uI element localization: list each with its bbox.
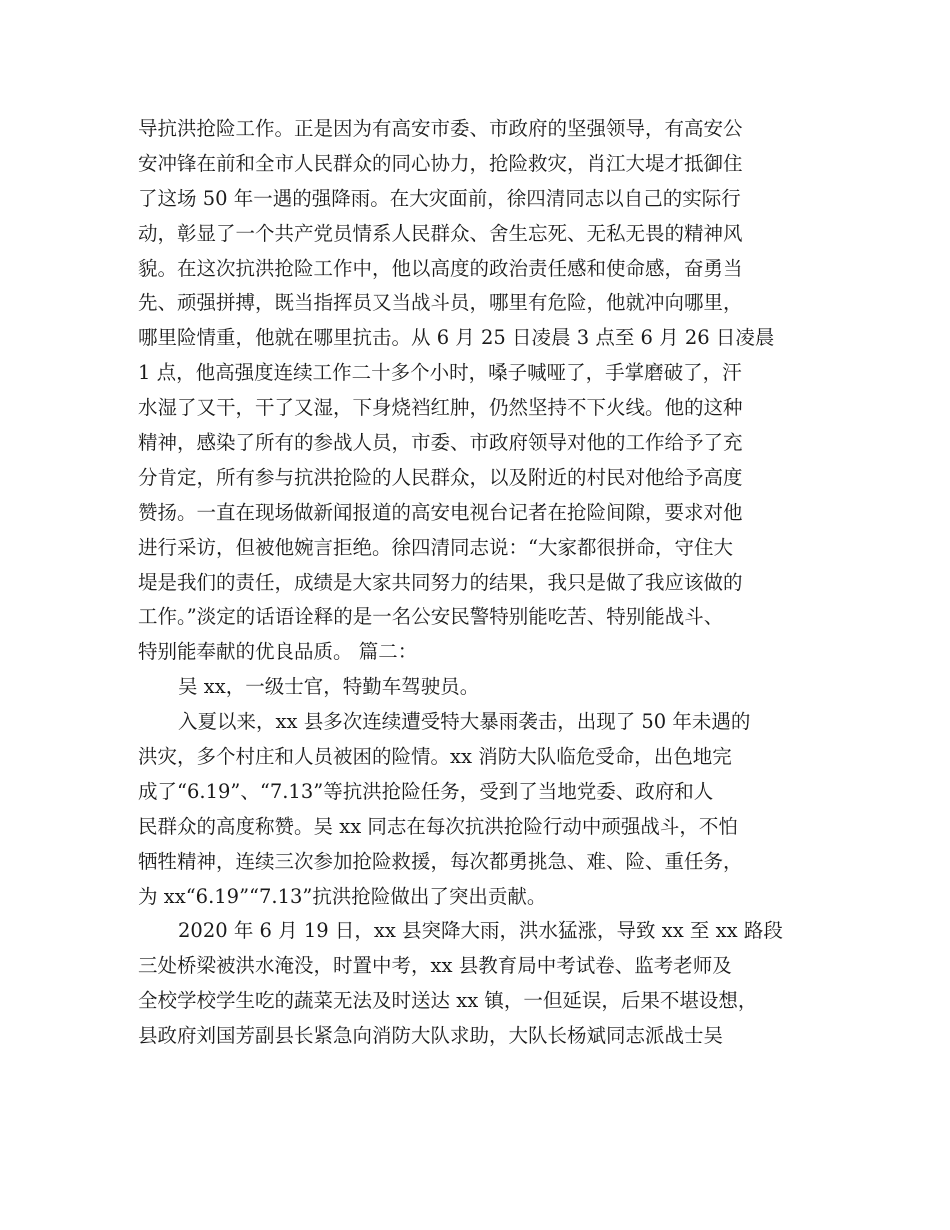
text-line: 全校学校学生吃的蔬菜无法及时送达 xx 镇，一但延误，后果不堪设想， (138, 989, 758, 1013)
text-line: 水湿了又干，干了又湿，下身烧裆红肿，仍然坚持不下火线。他的这种 (138, 396, 743, 420)
text-line: 貌。在这次抗洪抢险工作中，他以高度的政治责任感和使命感，奋勇当 (138, 256, 743, 280)
text-line: 特别能奉献的优良品质。 篇二： (138, 640, 418, 664)
text-line: 1 点，他高强度连续工作二十多个小时，嗓子喊哑了，手掌磨破了，汗 (138, 361, 742, 385)
text-line: 先、顽强拼搏，既当指挥员又当战斗员，哪里有危险，他就冲向哪里， (138, 291, 743, 315)
text-line: 工作。”淡定的话语诠释的是一名公安民警特别能吃苦、特别能战斗、 (138, 605, 724, 629)
text-line: 进行采访，但被他婉言拒绝。徐四清同志说：“大家都很拼命，守住大 (138, 535, 733, 559)
text-line: 成了“6.19”、“7.13”等抗洪抢险任务，受到了当地党委、政府和人 (138, 779, 714, 803)
text-line: 牺牲精神，连续三次参加抢险救援，每次都勇挑急、难、险、重任务， (138, 849, 743, 873)
text-line: 分肯定，所有参与抗洪抢险的人民群众，以及附近的村民对他给予高度 (138, 465, 743, 489)
text-line: 2020 年 6 月 19 日，xx 县突降大雨，洪水猛涨，导致 xx 至 xx 路段 (178, 919, 783, 943)
text-line: 民群众的高度称赞。吴 xx 同志在每次抗洪抢险行动中顽强战斗，不怕 (138, 814, 738, 838)
text-line: 县政府刘国芳副县长紧急向消防大队求助，大队长杨斌同志派战士吴 (138, 1024, 724, 1048)
document-body (138, 112, 828, 1054)
text-line: 为 xx“6.19”“7.13”抗洪抢险做出了突出贡献。 (138, 884, 547, 908)
text-line: 吴 xx，一级士官，特勤车驾驶员。 (178, 675, 480, 699)
text-line: 导抗洪抢险工作。正是因为有高安市委、市政府的坚强领导，有高安公 (138, 117, 743, 140)
text-line: 精神，感染了所有的参战人员，市委、市政府领导对他的工作给予了充 (138, 431, 743, 455)
text-line: 安冲锋在前和全市人民群众的同心协力，抢险救灾，肖江大堤才抵御住 (138, 151, 743, 175)
text-line: 动，彰显了一个共产党员情系人民群众、舍生忘死、无私无畏的精神风 (138, 221, 743, 245)
text-line: 堤是我们的责任，成绩是大家共同努力的结果，我只是做了我应该做的 (138, 570, 743, 594)
text-line: 哪里险情重，他就在哪里抗击。从 6 月 25 日凌晨 3 点至 6 月 26 日凌晨 (138, 326, 775, 350)
text-line: 洪灾，多个村庄和人员被困的险情。xx 消防大队临危受命，出色地完 (138, 745, 732, 769)
text-line: 三处桥梁被洪水淹没，时置中考，xx 县教育局中考试卷、监考老师及 (138, 954, 732, 978)
text-line: 赞扬。一直在现场做新闻报道的高安电视台记者在抢险间隙，要求对他 (138, 500, 743, 524)
text-line: 入夏以来，xx 县多次连续遭受特大暴雨袭击，出现了 50 年未遇的 (178, 710, 751, 734)
text-line: 了这场 50 年一遇的强降雨。在大灾面前，徐四清同志以自己的实际行 (138, 186, 741, 210)
